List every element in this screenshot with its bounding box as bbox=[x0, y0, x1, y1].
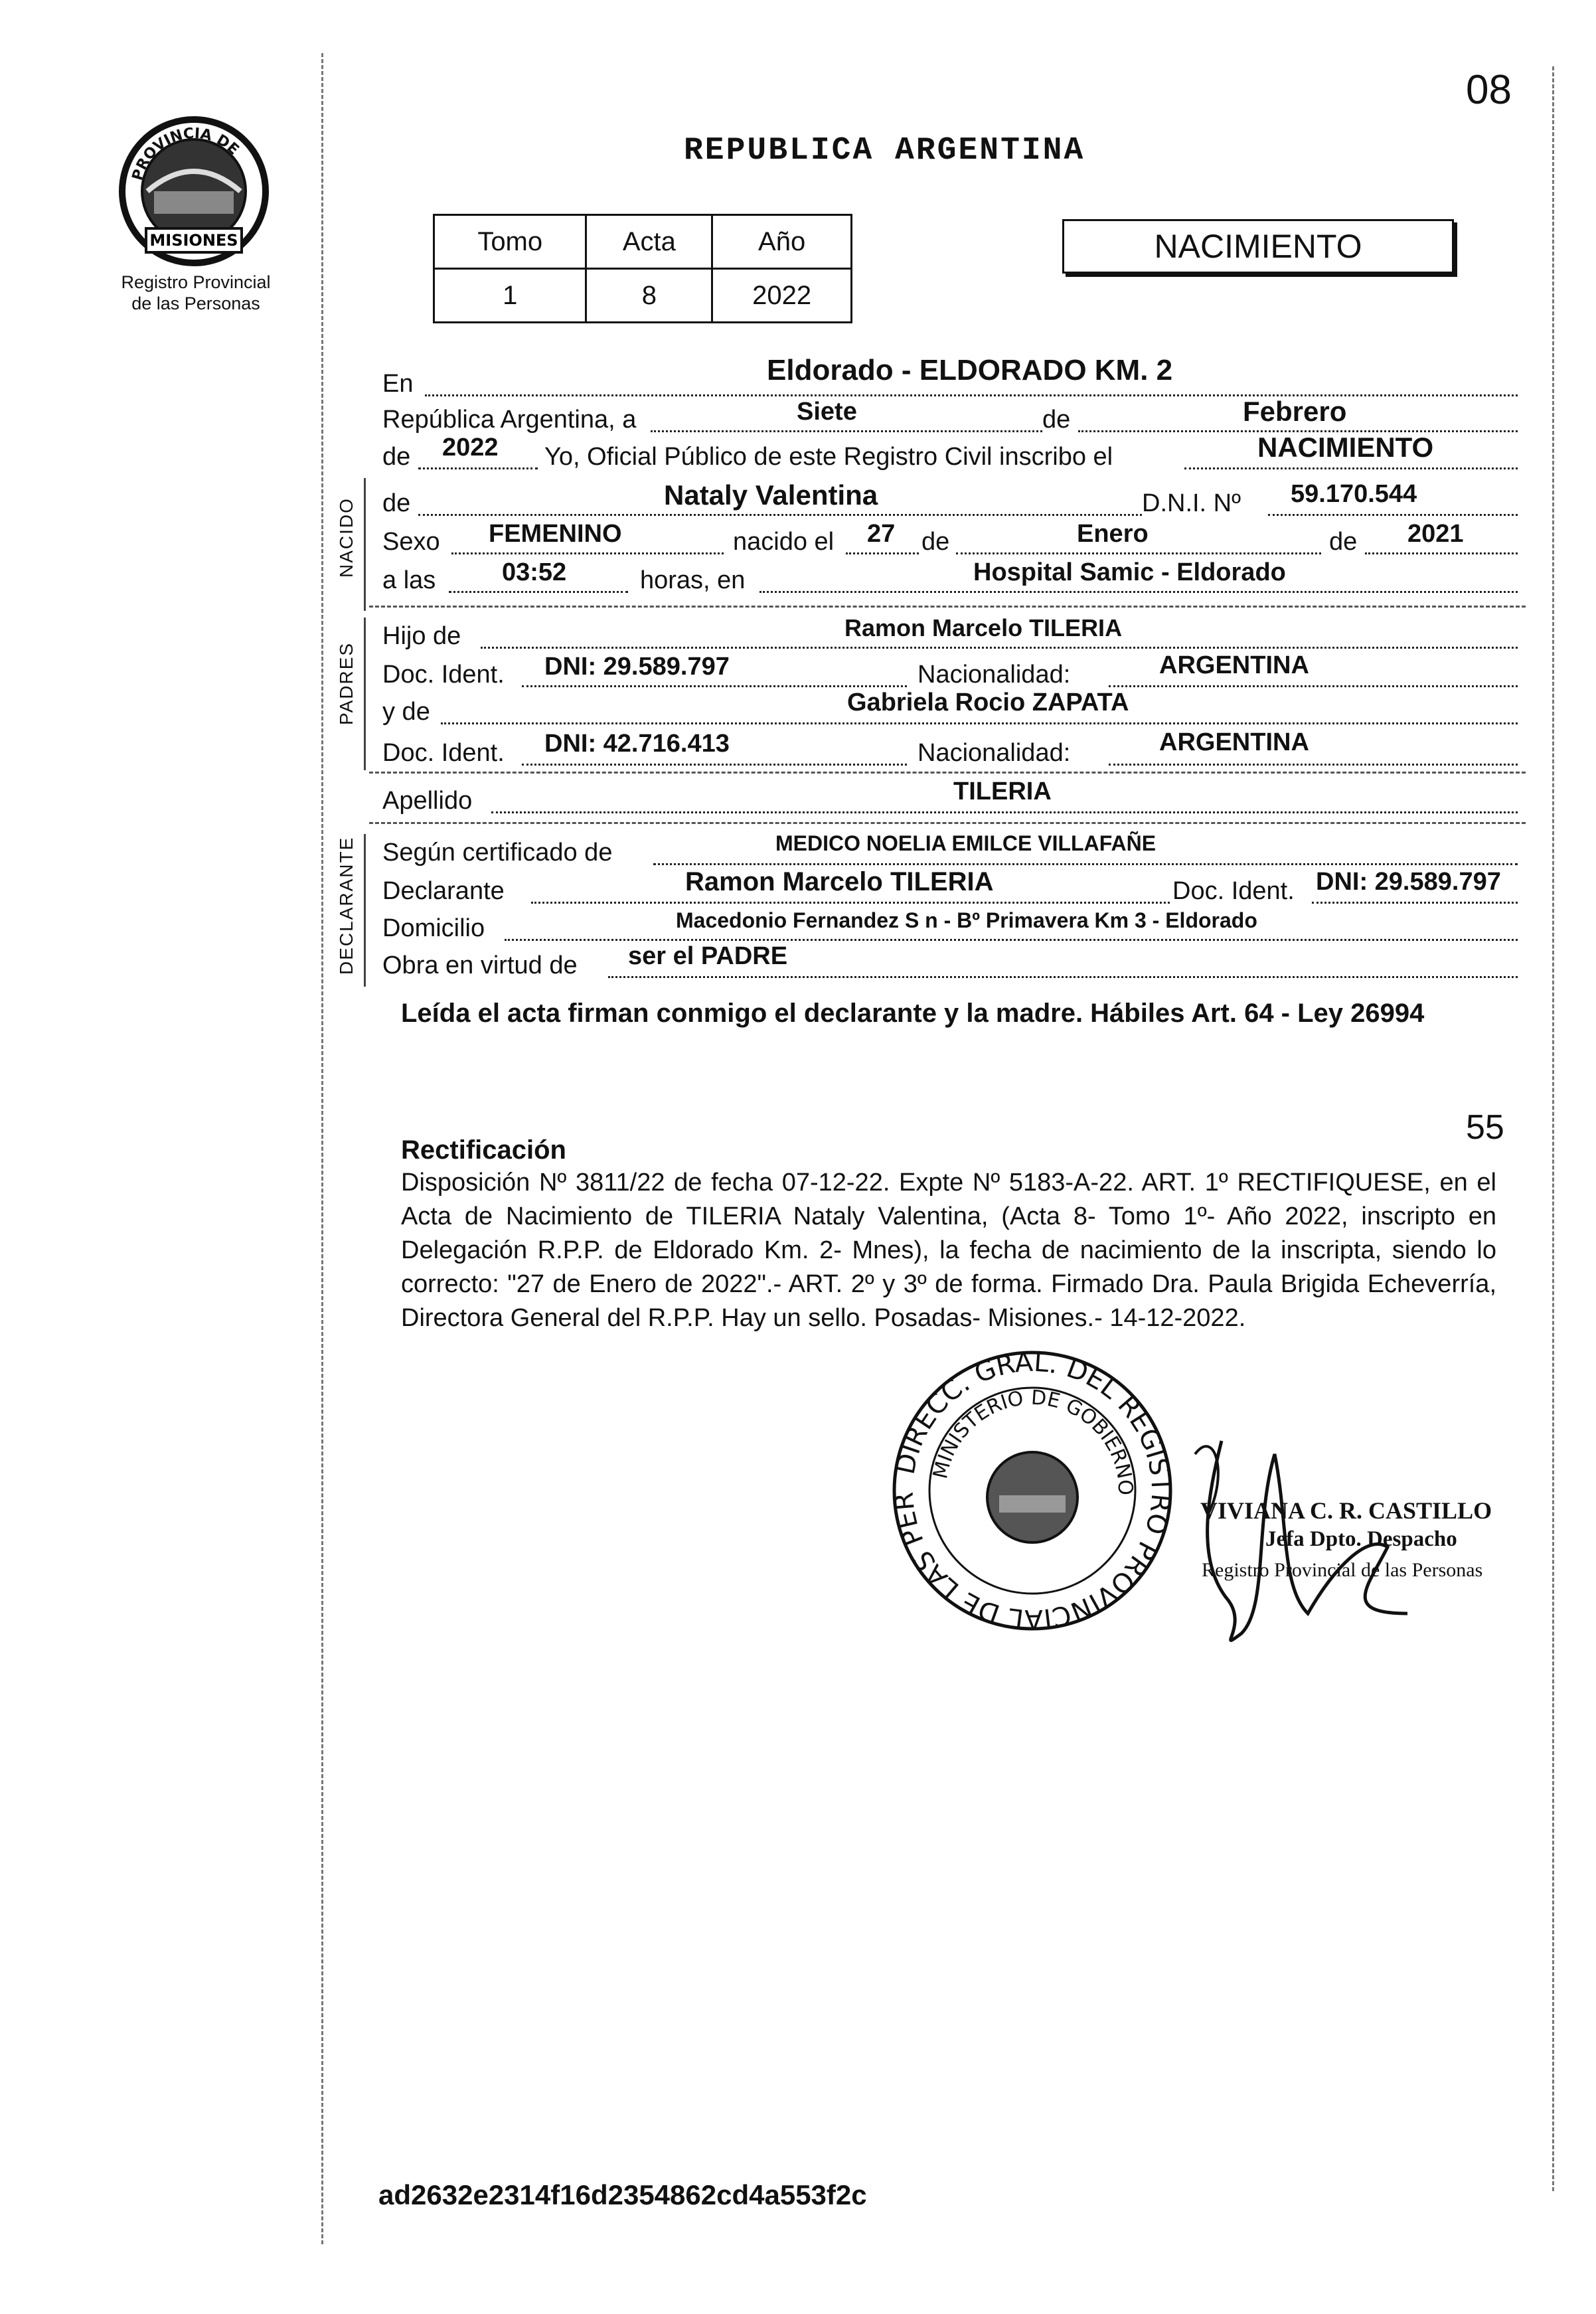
value-nombre: Nataly Valentina bbox=[664, 479, 878, 511]
dots bbox=[449, 591, 628, 593]
value-sexo: FEMENINO bbox=[489, 520, 622, 548]
value-certificado: MEDICO NOELIA EMILCE VILLAFAÑE bbox=[775, 831, 1157, 855]
value-nac-dia: 27 bbox=[867, 520, 896, 548]
label-hijo-de: Hijo de bbox=[382, 622, 461, 650]
anio-header: Año bbox=[712, 215, 852, 269]
value-dia: Siete bbox=[797, 398, 857, 426]
tomo-value: 1 bbox=[434, 269, 586, 323]
label-doc-ident: Doc. Ident. bbox=[382, 661, 505, 689]
value-nac-anio: 2021 bbox=[1407, 520, 1464, 548]
dots bbox=[759, 591, 1518, 593]
label-declarante: Declarante bbox=[382, 877, 505, 905]
country-title: REPUBLICA ARGENTINA bbox=[684, 133, 1085, 169]
section-divider bbox=[364, 618, 366, 770]
seal-inner-text: MINISTERIO DE GOBIERNO bbox=[929, 1386, 1137, 1496]
side-label-declarante: DECLARANTE bbox=[336, 836, 357, 975]
label-de: de bbox=[1329, 528, 1358, 556]
dots bbox=[608, 976, 1518, 978]
value-anio: 2022 bbox=[442, 434, 499, 461]
section-divider bbox=[364, 834, 366, 987]
dots bbox=[491, 811, 1518, 813]
logo-caption-1: Registro Provincial bbox=[121, 272, 271, 292]
value-lugar-nac: Hospital Samic - Eldorado bbox=[973, 558, 1286, 586]
value-domicilio: Macedonio Fernandez S n - Bº Primavera Km 3 - Eldorado bbox=[676, 908, 1257, 932]
value-lugar: Eldorado - ELDORADO KM. 2 bbox=[767, 354, 1173, 386]
dots bbox=[653, 863, 1518, 865]
dots bbox=[651, 430, 1042, 432]
label-sexo: Sexo bbox=[382, 528, 440, 556]
dots bbox=[451, 552, 724, 554]
seal-outer-text: DIRECC. GRAL. DEL REGISTRO PROVINCIAL DE LAS PER bbox=[890, 1348, 1175, 1633]
logo-ribbon-text: MISIONES bbox=[149, 231, 238, 250]
document-hash: ad2632e2314f16d2354862cd4a553f2c bbox=[378, 2179, 867, 2210]
signer-role: Jefa Dpto. Despacho bbox=[1265, 1527, 1457, 1551]
dots bbox=[505, 939, 1518, 941]
value-padre-nac: ARGENTINA bbox=[1159, 651, 1309, 679]
label-de: de bbox=[382, 443, 411, 471]
label-nacionalidad: Nacionalidad: bbox=[918, 661, 1071, 689]
rectificacion-title: Rectificación bbox=[401, 1135, 566, 1165]
doc-type-box bbox=[1062, 219, 1454, 274]
dots bbox=[481, 647, 1518, 649]
value-dni: 59.170.544 bbox=[1291, 480, 1417, 508]
dots bbox=[1109, 764, 1518, 766]
label-de: de bbox=[1042, 406, 1071, 434]
dots bbox=[441, 722, 1518, 724]
dots bbox=[418, 514, 1142, 516]
side-label-padres: PADRES bbox=[336, 641, 357, 725]
acta-header: Acta bbox=[586, 215, 712, 269]
logo-caption-2: de las Personas bbox=[131, 293, 260, 313]
dots bbox=[418, 467, 538, 469]
page-number-mid: 55 bbox=[1466, 1108, 1504, 1147]
label-y-de: y de bbox=[382, 698, 430, 726]
dots bbox=[1109, 685, 1518, 687]
label-doc-ident: Doc. Ident. bbox=[1172, 877, 1295, 905]
official-seal-icon bbox=[890, 1348, 1175, 1633]
doc-type: NACIMIENTO bbox=[1154, 228, 1362, 265]
value-tipo: NACIMIENTO bbox=[1257, 432, 1434, 463]
page-number-top: 08 bbox=[1466, 67, 1512, 113]
label-nacido-el: nacido el bbox=[733, 528, 835, 556]
dots bbox=[522, 764, 907, 766]
dots bbox=[956, 552, 1321, 554]
value-hora: 03:52 bbox=[502, 558, 567, 586]
label-nacionalidad: Nacionalidad: bbox=[918, 739, 1071, 767]
label-domicilio: Domicilio bbox=[382, 914, 485, 942]
logo-arc-text: PROVINCIA DE bbox=[129, 125, 242, 183]
dots bbox=[1365, 552, 1518, 554]
value-madre-nac: ARGENTINA bbox=[1159, 728, 1309, 756]
right-margin-line bbox=[1552, 66, 1554, 2191]
label-republica: República Argentina, a bbox=[382, 406, 637, 434]
label-horas-en: horas, en bbox=[640, 566, 746, 594]
dots bbox=[531, 902, 1170, 904]
value-declarante: Ramon Marcelo TILERIA bbox=[685, 867, 994, 896]
label-yo-oficial: Yo, Oficial Público de este Registro Civil inscribo el bbox=[544, 443, 1113, 471]
leida-statement: Leída el acta firman conmigo el declarante y la madre. Hábiles Art. 64 - Ley 26994 bbox=[401, 999, 1425, 1028]
value-padre: Ramon Marcelo TILERIA bbox=[844, 614, 1123, 641]
label-segun-cert: Según certificado de bbox=[382, 839, 613, 867]
value-mes: Febrero bbox=[1243, 396, 1347, 427]
rectificacion-body: Disposición Nº 3811/22 de fecha 07-12-22. Expte Nº 5183-A-22. ART. 1º RECTIFIQUESE, en el Acta de Nacimiento de TILERIA Nataly Valentina, (Acta 8- Tomo 1º- Año 2022, inscripto en Delegación R.P.P. de Eldorado Km. 2- Mnes), la fecha de nacimiento de la inscripta, siendo lo correcto: "27 de Enero de 2022".- ART. 2º y 3º de forma. Firmado Dra. Paula Brigida Echeverría, Directora General del R.P.P. Hay un sello. Posadas- Misiones.- 14-12-2022. bbox=[401, 1169, 1496, 1332]
dots bbox=[1184, 467, 1518, 469]
tomo-header: Tomo bbox=[434, 215, 586, 269]
label-en: En bbox=[382, 370, 414, 398]
registry-table bbox=[433, 214, 852, 323]
section-separator bbox=[369, 822, 1526, 824]
side-label-nacido: NACIDO bbox=[336, 497, 357, 578]
value-madre: Gabriela Rocio ZAPATA bbox=[847, 689, 1129, 716]
value-obra: ser el PADRE bbox=[628, 942, 788, 970]
dots bbox=[846, 552, 919, 554]
label-dni-no: D.N.I. Nº bbox=[1142, 489, 1241, 517]
section-divider bbox=[364, 478, 366, 611]
signer-office: Registro Provincial de las Personas bbox=[1202, 1559, 1483, 1581]
label-obra-virtud: Obra en virtud de bbox=[382, 951, 578, 979]
value-madre-doc: DNI: 42.716.413 bbox=[544, 730, 730, 758]
misiones-crest-icon bbox=[114, 112, 274, 271]
label-doc-ident: Doc. Ident. bbox=[382, 739, 505, 767]
value-apellido: TILERIA bbox=[953, 778, 1052, 805]
anio-value: 2022 bbox=[712, 269, 852, 323]
section-separator bbox=[369, 772, 1526, 774]
dots bbox=[425, 394, 1518, 396]
value-nac-mes: Enero bbox=[1077, 520, 1149, 548]
label-de: de bbox=[921, 528, 950, 556]
acta-value: 8 bbox=[586, 269, 712, 323]
dots bbox=[1312, 902, 1518, 904]
value-declarante-doc: DNI: 29.589.797 bbox=[1316, 868, 1501, 896]
label-a-las: a las bbox=[382, 566, 436, 594]
province-logo bbox=[114, 112, 274, 271]
value-padre-doc: DNI: 29.589.797 bbox=[544, 653, 730, 681]
section-separator bbox=[369, 606, 1526, 608]
label-apellido: Apellido bbox=[382, 787, 473, 815]
dots bbox=[1268, 514, 1518, 516]
dots bbox=[522, 685, 907, 687]
left-margin-line bbox=[321, 53, 323, 2244]
label-de: de bbox=[382, 489, 411, 517]
signer-name: VIVIANA C. R. CASTILLO bbox=[1200, 1497, 1492, 1524]
registry-seal bbox=[890, 1348, 1175, 1633]
